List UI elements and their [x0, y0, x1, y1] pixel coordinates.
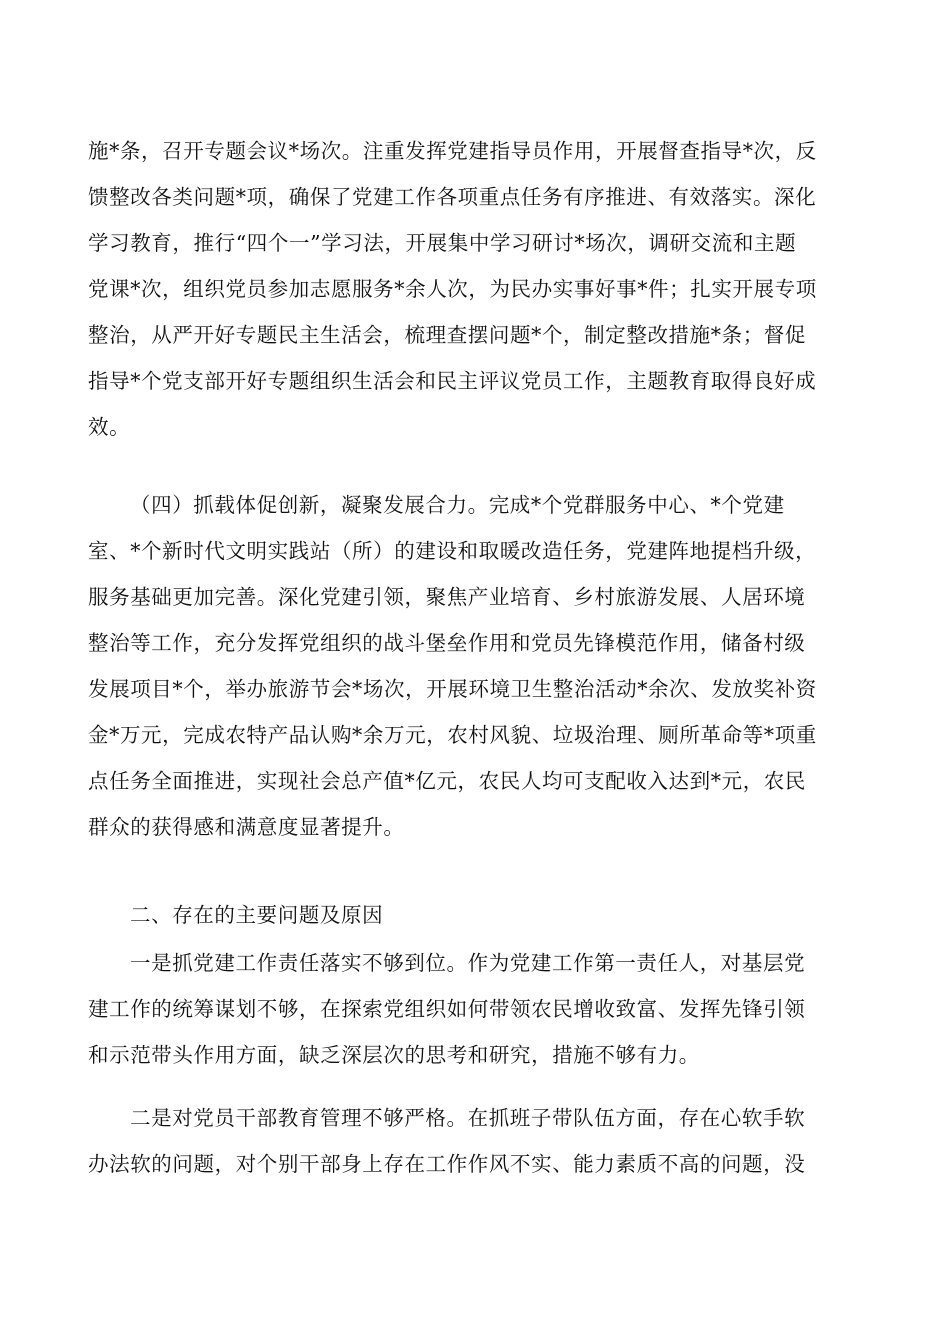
text-line: 馈整改各类问题*项，确保了党建工作各项重点任务有序推进、有效落实。深化 [88, 185, 817, 209]
text-line: 学习教育，推行“四个一”学习法，开展集中学习研讨*场次，调研交流和主题 [88, 231, 797, 255]
text-line: 办法软的问题，对个别干部身上存在工作作风不实、能力素质不高的问题，没 [88, 1152, 806, 1176]
text-line: 整治等工作，充分发挥党组织的战斗堡垒作用和党员先锋模范作用，储备村级 [88, 631, 806, 655]
text-line: 整治，从严开好专题民主生活会，梳理查摆问题*个，制定整改措施*条；督促 [88, 323, 806, 347]
text-line: 效。 [88, 415, 131, 439]
text-line: 服务基础更加完善。深化党建引领，聚焦产业培育、乡村旅游发展、人居环境 [88, 585, 806, 609]
text-line: 施*条，召开专题会议*场次。注重发挥党建指导员作用，开展督查指导*次，反 [88, 139, 817, 163]
text-line: 二是对党员干部教育管理不够严格。在抓班子带队伍方面，存在心软手软 [130, 1106, 806, 1130]
text-line: 建工作的统筹谋划不够，在探索党组织如何带领农民增收致富、发挥先锋引领 [88, 997, 806, 1021]
text-line: 金*万元，完成农特产品认购*余万元，农村风貌、垃圾治理、厕所革命等*项重 [88, 723, 817, 747]
text-line: 点任务全面推进，实现社会总产值*亿元，农民人均可支配收入达到*元，农民 [88, 769, 806, 793]
text-line: 群众的获得感和满意度显著提升。 [88, 815, 405, 839]
text-line: 党课*次，组织党员参加志愿服务*余人次，为民办实事好事*件；扎实开展专项 [88, 277, 817, 301]
text-line: 室、*个新时代文明实践站（所）的建设和取暖改造任务，党建阵地提档升级， [88, 539, 817, 563]
section-heading-line: （四）抓载体促创新，凝聚发展合力。完成*个党群服务中心、*个党建 [130, 493, 785, 517]
text-line: 和示范带头作用方面，缺乏深层次的思考和研究，措施不够有力。 [88, 1043, 700, 1067]
text-line: 一是抓党建工作责任落实不够到位。作为党建工作第一责任人，对基层党 [130, 951, 806, 975]
text-line: 发展项目*个，举办旅游节会*场次，开展环境卫生整治活动*余次、发放奖补资 [88, 677, 817, 701]
text-line: 指导*个党支部开好专题组织生活会和民主评议党员工作，主题教育取得良好成 [88, 369, 817, 393]
section-title: 二、存在的主要问题及原因 [130, 903, 384, 927]
